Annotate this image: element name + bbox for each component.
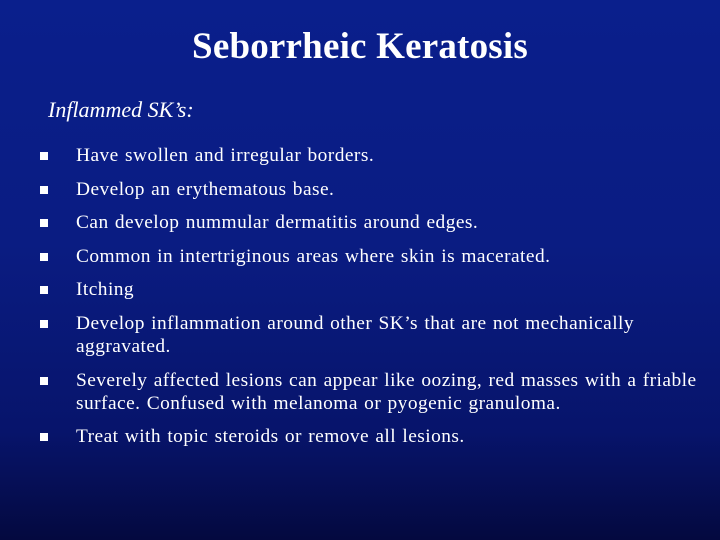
list-item	[40, 144, 700, 167]
list-item	[40, 278, 700, 301]
list-item	[40, 245, 700, 268]
slide-subtitle: Inflammed SK’s:	[48, 97, 194, 122]
square-bullet-icon	[40, 377, 48, 385]
square-bullet-icon	[40, 219, 48, 227]
list-item	[40, 369, 700, 415]
square-bullet-icon	[40, 433, 48, 441]
square-bullet-icon	[40, 186, 48, 194]
list-item	[40, 211, 700, 234]
bullet-text: Itching	[76, 279, 135, 301]
bullet-text: Treat with topic steroids or remove all lesions.	[76, 426, 465, 448]
slide-title: Seborrheic Keratosis	[192, 26, 528, 67]
bullet-text: Can develop nummular dermatitis around edges.	[76, 212, 479, 234]
list-item	[40, 425, 700, 448]
square-bullet-icon	[40, 320, 48, 328]
bullet-list	[40, 144, 700, 459]
list-item	[40, 312, 700, 358]
bullet-text: Develop an erythematous base.	[76, 178, 335, 200]
bullet-text: Develop inflammation around other SK’s that are not mechanically aggravated.	[76, 312, 635, 357]
bullet-text: Common in intertriginous areas where skin is macerated.	[76, 245, 551, 267]
square-bullet-icon	[40, 286, 48, 294]
bullet-text: Have swollen and irregular borders.	[76, 145, 375, 166]
square-bullet-icon	[40, 152, 48, 160]
bullet-text: Severely affected lesions can appear like oozing, red masses with a friable surface. Confused with melanoma or pyogenic granuloma.	[76, 369, 697, 414]
square-bullet-icon	[40, 253, 48, 261]
list-item	[40, 178, 700, 201]
